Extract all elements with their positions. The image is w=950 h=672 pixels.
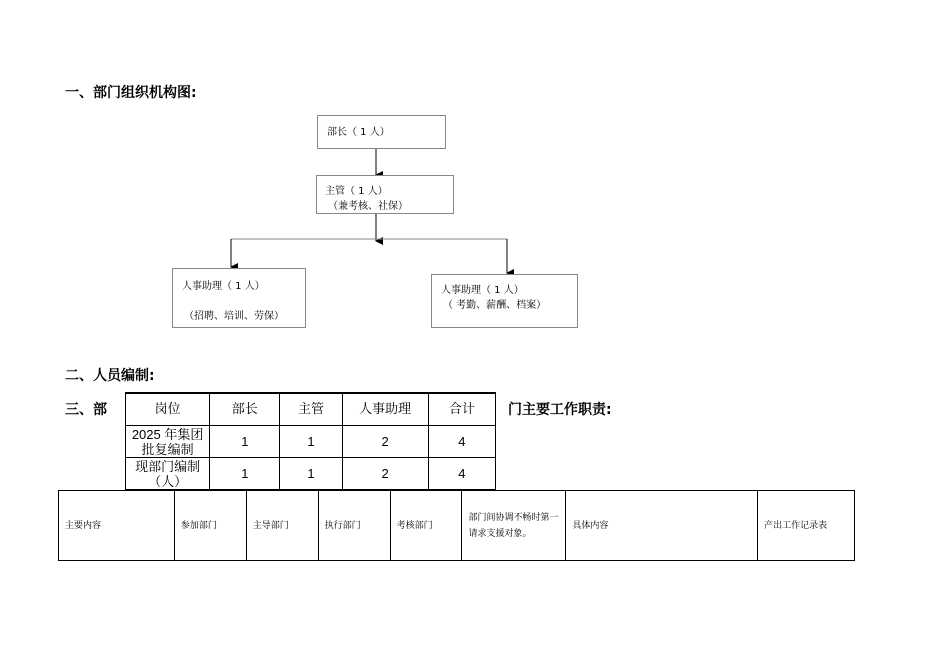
staffing-cell: 1	[210, 426, 280, 458]
staffing-header-cell: 岗位	[126, 393, 210, 426]
duties-header-cell: 参加部门	[174, 491, 246, 561]
duties-header-cell: 执行部门	[318, 491, 390, 561]
org-node-assistant-1-title: 人事助理（ 1 人）	[182, 281, 265, 292]
duties-header-cell: 产出工作记录表	[758, 491, 855, 561]
duties-header-cell: 具体内容	[566, 491, 758, 561]
org-node-manager	[316, 175, 454, 214]
org-node-head-label: 部长（ 1 人）	[327, 127, 390, 138]
section-title-duties-part1: 三、部	[65, 402, 107, 418]
staffing-cell: 1	[210, 458, 280, 490]
staffing-cell: 4	[428, 458, 495, 490]
staffing-table	[125, 392, 496, 490]
org-node-assistant-2	[431, 274, 578, 328]
section-title-org-chart: 一、部门组织机构图:	[65, 85, 197, 101]
staffing-cell: 2	[342, 458, 428, 490]
section-title-staffing: 二、人员编制:	[65, 368, 155, 384]
staffing-row	[126, 458, 496, 490]
duties-header-cell: 主导部门	[246, 491, 318, 561]
staffing-cell: 1	[280, 426, 342, 458]
staffing-row-label: 2025 年集团批复编制	[126, 426, 210, 458]
staffing-header-cell: 主管	[280, 393, 342, 426]
org-node-head	[317, 115, 446, 149]
staffing-row-label: 现部门编制（人）	[126, 458, 210, 490]
duties-header-row	[59, 491, 855, 561]
staffing-row	[126, 426, 496, 458]
org-node-assistant-2-scope: （ 考勤、薪酬、档案）	[443, 300, 547, 311]
duties-header-cell: 考核部门	[390, 491, 462, 561]
org-node-assistant-1-scope: （招聘、培训、劳保）	[184, 311, 284, 322]
staffing-header-cell: 合计	[428, 393, 495, 426]
staffing-header-cell: 部长	[210, 393, 280, 426]
org-node-assistant-2-title: 人事助理（ 1 人）	[441, 285, 524, 296]
staffing-cell: 1	[280, 458, 342, 490]
staffing-header-cell: 人事助理	[342, 393, 428, 426]
org-node-manager-title: 主管（ 1 人）	[325, 186, 388, 197]
duties-header-cell: 部门间协调不畅时第一请求支援对象。	[462, 491, 566, 561]
section-title-duties-part2: 门主要工作职责:	[508, 402, 612, 418]
duties-table	[58, 490, 855, 561]
staffing-cell: 2	[342, 426, 428, 458]
duties-header-cell: 主要内容	[59, 491, 175, 561]
staffing-header-row	[126, 393, 496, 426]
org-node-manager-scope: （兼考核、社保）	[328, 201, 408, 212]
org-node-assistant-1	[172, 268, 306, 328]
staffing-cell: 4	[428, 426, 495, 458]
